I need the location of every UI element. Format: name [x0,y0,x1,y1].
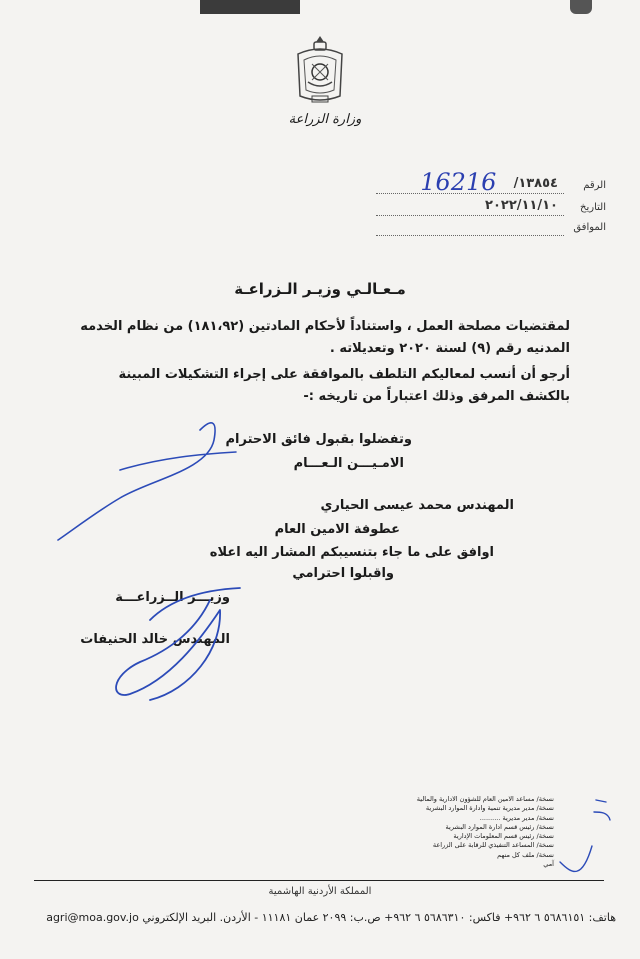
cc-item: نسخة/ مساعد الامين العام للشؤون الادارية والمالية [416,795,554,803]
secretary-general-name: المهندس محمد عيسى الحياري [320,498,514,513]
secretary-signature [58,423,236,540]
handwritten-reference-number: 16216 [417,168,499,196]
minister-title: وزيـــر الــزراعـــة [115,590,230,605]
cc-list [314,795,554,869]
corresponding-date-row [376,220,606,238]
paragraph-legal-basis: لمقتضيات مصلحة العمل ، واستناداً لأحكام المادتين (١٨١،٩٢) من نظام الخدمه المدنيه رقم (٩) لسنة ٢٠٢٠ وتعديلاته . [80,319,570,356]
dotted-line [376,215,564,216]
reference-number-value: ١٣٨٥٤/ [513,176,558,191]
corresponding-date-label: الموافق [573,222,606,233]
cc-item: آمي [543,860,554,869]
closing-phrase: وتفضلوا بقبول فائق الاحترام [225,432,412,447]
reference-number-row [376,178,606,196]
scan-artifact [200,0,300,14]
cc-item: نسخة/ مدير مديرية .......... [479,813,554,822]
footer-contact-info: هاتف: ٥٦٨٦١٥١ ٦ ٩٦٢+ فاكس: ٥٦٨٦٣١٠ ٦ ٩٦٢+ ص.ب: ٢٠٩٩ عمان ١١١٨١ - الأردن. البريد الإلكتروني agri@moa.gov.jo [46,911,616,924]
approval-check [560,846,592,871]
date-row [376,200,606,218]
cc-item: نسخة/ ملف كل منهم [497,850,554,859]
cc-item: نسخة/ رئيس قسم المعلومات الإدارية [453,832,554,841]
cc-item: نسخة/ مدير مديرية تنمية وادارة الموارد البشرية [425,804,554,813]
dotted-line [376,193,564,194]
paragraph-request: أرجو أن أنسب لمعاليكم التلطف بالموافقة على إجراء التشكيلات المبينة بالكشف المرفق وذلك اعتباراً من تاريخه :- [118,367,570,404]
reference-number-label: الرقم [583,180,606,191]
date-label: التاريخ [580,202,606,213]
scan-artifact [570,0,592,14]
dotted-line [376,235,564,236]
footer-kingdom-name: المملكة الأردنية الهاشمية [268,886,372,897]
reply-addressee: عطوفة الامين العام [274,522,400,537]
cc-item: نسخة/ المساعد التنفيذي للرقابة على الزراعة [432,841,554,850]
minister-name: المهندس خالد الحنيفات [80,632,230,647]
jordan-coat-of-arms-icon [290,34,350,106]
reply-closing: واقبلوا احترامي [292,566,394,581]
ministry-name-script: وزارة الزراعة [288,112,362,127]
reply-approval-text: اوافق على ما جاء بتنسيبكم المشار اليه اعلاه [209,545,494,560]
date-value: ٢٠٢٢/١١/١٠ [485,198,558,213]
secretary-general-title: الامـيـــن الـعـــام [293,456,404,471]
cc-item: نسخة/ رئيس قسم ادارة الموارد البشرية [445,822,554,831]
cc-mark [594,800,610,820]
footer-divider [34,880,604,881]
letter-title: مـعـالـي وزيـر الـزراعـة [234,280,406,298]
